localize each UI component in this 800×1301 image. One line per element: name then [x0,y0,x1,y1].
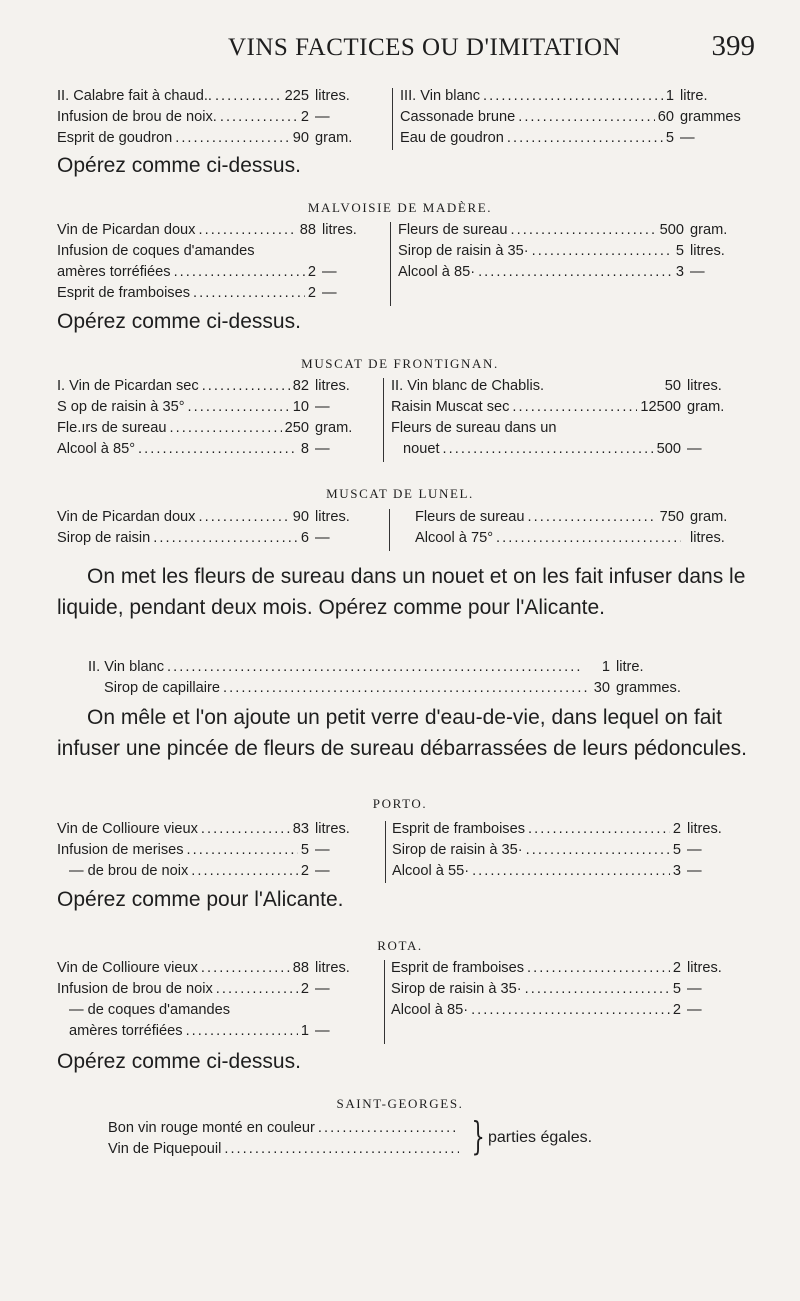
column-divider [392,88,393,150]
paragraph-nouet: On met les fleurs de sureau dans un nouet et on les fait infuser dans le liquide, pendant deux mois. Opérez comme pour l'Alicante. [57,565,746,619]
ingredient-row: II. Vin blanc de Chablis. 50 litres. [391,378,722,394]
recipe-lunel-left [57,507,375,549]
ingredient-row: Sirop de raisin à 35· . . . 5 litres. [398,241,750,262]
ingredient-row: Raisin Muscat sec . . . 12500 gram. [391,397,747,418]
recipe-lunel-right [415,507,750,549]
ingredient-row: Bon vin rouge monté en couleur . . . [108,1118,462,1139]
ingredient-row: Sirop de raisin à 35· . . . 5 — [391,979,747,1000]
ingredient-row: Fleurs de sureau dans un [391,420,557,436]
ingredient-row: — de coques d'amandes [69,1002,230,1018]
instruction-line: Opérez comme pour l'Alicante. [57,888,344,911]
ingredient-row: Esprit de framboises . . . 2 — [57,283,382,304]
recipe-saint-georges [108,1118,462,1160]
recipe-porto-left [57,819,375,882]
ingredient-row: Sirop de capillaire . . . 30 grammes. [88,678,698,699]
section-title-rota: ROTA. [377,938,423,953]
ingredient-row: Vin de Picardan doux . . . 90 litres. [57,507,375,528]
column-divider [385,821,386,883]
section-title-saint-georges: SAINT-GEORGES. [336,1096,464,1111]
ingredient-row: Fleurs de sureau . . . 750 gram. [415,507,750,528]
instruction-line: Opérez comme ci-dessus. [57,310,301,333]
recipe-frontignan-i [57,376,375,460]
ingredient-row: Fle.ırs de sureau . . . 250 gram. [57,418,375,439]
ingredient-row: Vin de Collioure vieux . . . 88 litres. [57,958,375,979]
ingredient-row: Esprit de goudron . . . 90 gram. [57,128,375,149]
ingredient-row: Cassonade brune . . . 60 grammes [400,107,750,128]
page-header [0,30,800,70]
column-divider [383,378,384,462]
ingredient-row: amères torréfiées . . . 1 — [57,1021,375,1042]
ingredient-row: Alcool à 55· . . . 3 — [392,861,747,882]
recipe-frontignan-ii [391,376,747,460]
ingredient-row: I. Vin de Picardan sec . . . 82 litres. [57,376,375,397]
ingredient-row: Infusion de coques d'amandes [57,243,255,259]
ingredient-row: Vin de Piquepouil . . . [108,1139,462,1160]
ingredient-row: Alcool à 85· . . . 2 — [391,1000,747,1021]
section-title-malvoisie: MALVOISIE DE MADÈRE. [307,200,493,215]
ingredient-row: S op de raisin à 35° . . . 10 — [57,397,375,418]
recipe-calabre [57,86,375,149]
ingredient-row: Alcool à 75° . . . litres. [415,528,750,549]
recipe-malvoisie-right [398,220,750,283]
ingredient-row: Infusion de merises . . . 5 — [57,840,375,861]
ingredient-row: amères torréfiées . . . 2 — [57,262,382,283]
brace-label: parties égales. [488,1129,593,1146]
ingredient-row: Esprit de framboises . . . 2 litres. [392,819,747,840]
ingredient-row: Sirop de raisin à 35· . . . 5 — [392,840,747,861]
paragraph-eau-de-vie: On mêle et l'on ajoute un petit verre d'eau-de-vie, dans lequel on fait infuser une pincée de fleurs de sureau débarrassées de leurs pédoncules. [57,706,747,760]
section-title-frontignan: MUSCAT DE FRONTIGNAN. [301,356,499,371]
recipe-vin-blanc-iii [400,86,750,149]
column-divider [389,509,390,551]
ingredient-row: Fleurs de sureau . . . 500 gram. [398,220,750,241]
brace-glyph: } [471,1114,485,1158]
section-title-porto: PORTO. [372,796,428,811]
ingredient-row: Alcool à 85° . . . 8 — [57,439,375,460]
recipe-malvoisie-left [57,220,382,304]
ingredient-row: Esprit de framboises . . . 2 litres. [391,958,747,979]
ingredient-row: Vin de Picardan doux . . . 88 litres. [57,220,382,241]
recipe-vin-blanc-ii [88,657,698,699]
ingredient-row: Alcool à 85· . . . 3 — [398,262,750,283]
ingredient-row: II. Vin blanc . . . 1 litre. [88,657,698,678]
ingredient-row: — de brou de noix . . . 2 — [57,861,375,882]
instruction-line: Opérez comme ci-dessus. [57,154,301,177]
ingredient-row: Infusion de brou de noix. . . . 2 — [57,107,375,128]
recipe-porto-right [392,819,747,882]
ingredient-row: Sirop de raisin . . . 6 — [57,528,375,549]
column-divider [390,222,391,306]
column-divider [384,960,385,1044]
running-title: VINS FACTICES OU D'IMITATION [228,34,622,61]
ingredient-row: Eau de goudron . . . 5 — [400,128,750,149]
ingredient-row: II. Calabre fait à chaud.. . . . 225 litres. [57,86,375,107]
ingredient-row: III. Vin blanc . . . 1 litre. [400,86,750,107]
ingredient-row: Vin de Collioure vieux . . . 83 litres. [57,819,375,840]
recipe-rota-left [57,958,375,1042]
recipe-rota-right [391,958,747,1021]
ingredient-row: Infusion de brou de noix . . . 2 — [57,979,375,1000]
page-number: 399 [711,30,755,62]
instruction-line: Opérez comme ci-dessus. [57,1050,301,1073]
section-title-lunel: MUSCAT DE LUNEL. [326,486,474,501]
ingredient-row: nouet . . . 500 — [391,439,747,460]
